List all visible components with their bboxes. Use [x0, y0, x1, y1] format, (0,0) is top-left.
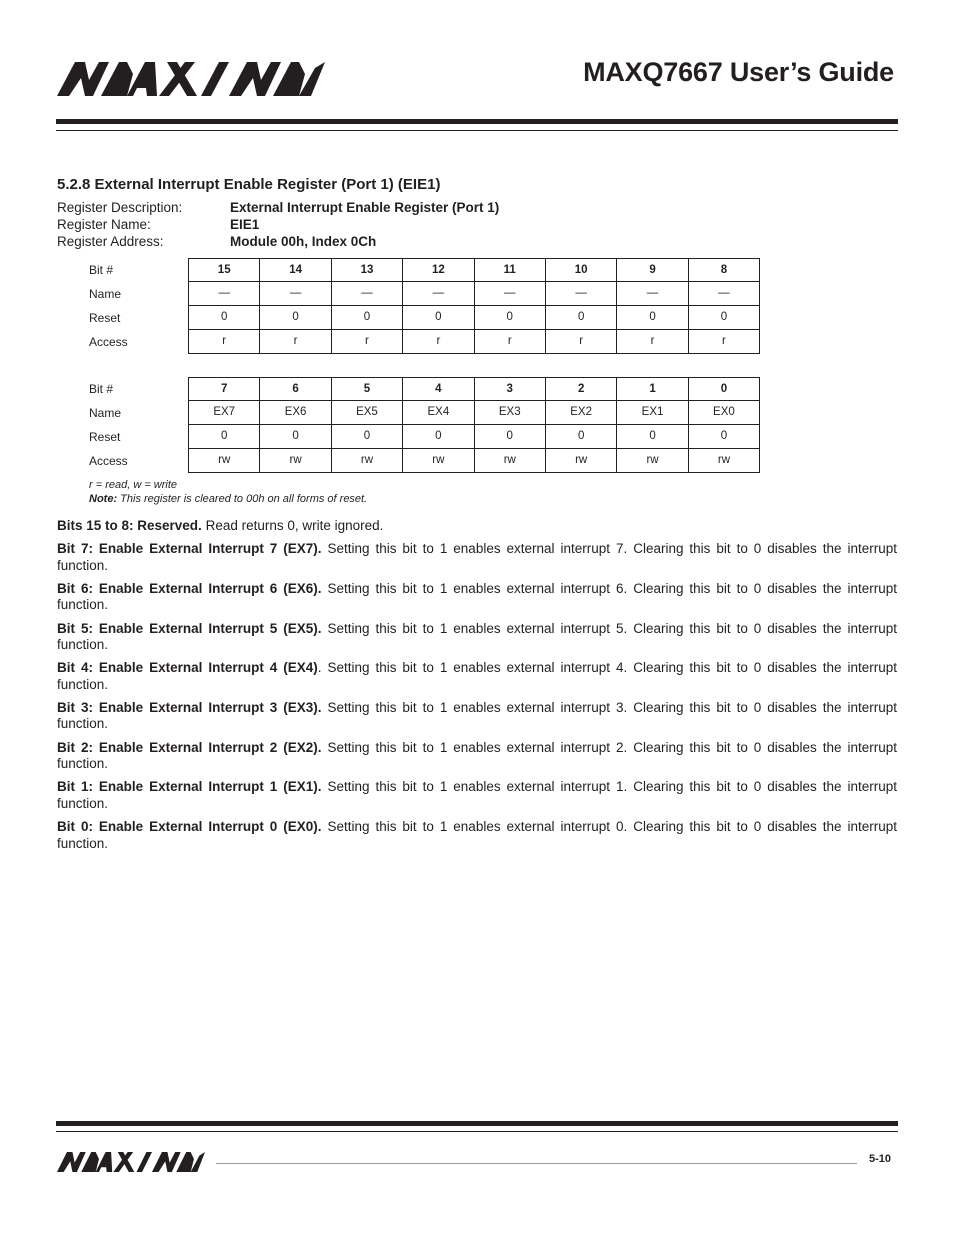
meta-value: Module 00h, Index 0Ch [230, 234, 377, 249]
bit-description-text: Read returns 0, write ignored. [201, 518, 384, 533]
row-label: Bit # [89, 263, 114, 277]
register-row-reset [89, 425, 760, 449]
register-cell: EX5 [332, 401, 403, 425]
register-cell: 2 [546, 378, 617, 401]
bit-description-lead: Bit 4: Enable External Interrupt 4 (EX4) [57, 660, 318, 676]
row-label: Name [89, 287, 122, 301]
register-cell: 5 [332, 378, 403, 401]
bit-description [57, 541, 897, 574]
register-table-high [89, 258, 760, 354]
bit-description [57, 740, 897, 773]
register-cell: — [475, 282, 546, 306]
bit-descriptions [57, 518, 897, 859]
meta-address-row [57, 233, 499, 250]
register-cell: EX6 [260, 401, 331, 425]
bit-description [57, 581, 897, 614]
register-cell: 13 [332, 259, 403, 282]
register-cell: — [332, 282, 403, 306]
register-cell: r [403, 330, 474, 354]
register-cell: EX3 [475, 401, 546, 425]
register-cell: 0 [332, 425, 403, 449]
bit-description-text: Setting this bit to 1 enables external interrupt 5. Clearing this bit to 0 disables the interrupt function. [57, 620, 897, 653]
register-cell: r [689, 330, 760, 354]
register-cell: 4 [403, 378, 474, 401]
register-row-access [89, 449, 760, 473]
register-cell: 0 [475, 425, 546, 449]
register-cell: rw [260, 449, 331, 473]
register-cell: rw [475, 449, 546, 473]
register-cell: r [546, 330, 617, 354]
meta-value: EIE1 [230, 217, 260, 232]
register-cell: 0 [546, 306, 617, 330]
register-cell: rw [189, 449, 260, 473]
reset-note [89, 492, 367, 506]
note-label: Note: [89, 493, 118, 505]
bit-description-lead: Bit 3: Enable External Interrupt 3 (EX3). [57, 699, 322, 715]
register-row-reset [89, 306, 760, 330]
meta-label: Register Name: [57, 217, 151, 232]
register-cell: rw [332, 449, 403, 473]
register-cell: 0 [189, 425, 260, 449]
meta-label: Register Address: [57, 234, 164, 249]
bit-description-text: Setting this bit to 1 enables external interrupt 7. Clearing this bit to 0 disables the interrupt function. [57, 541, 897, 573]
note-text: This register is cleared to 00h on all forms of reset. [117, 493, 368, 505]
bit-description-lead: Bit 6: Enable External Interrupt 6 (EX6). [57, 580, 322, 596]
register-cell: 8 [689, 259, 760, 282]
register-cell: 0 [189, 306, 260, 330]
bit-description-text: Setting this bit to 1 enables external interrupt 2. Clearing this bit to 0 disables the interrupt function. [57, 739, 897, 772]
meta-value: External Interrupt Enable Register (Port 1) [230, 200, 500, 215]
register-cell: — [617, 282, 688, 306]
bit-description-text: . Setting this bit to 1 enables external interrupt 4. Clearing this bit to 0 disables the interrupt function. [57, 660, 897, 692]
row-label: Access [89, 335, 128, 349]
bit-description-text: Setting this bit to 1 enables external interrupt 0. Clearing this bit to 0 disables the interrupt function. [57, 819, 897, 851]
register-cell: EX1 [617, 401, 688, 425]
register-cell: 15 [189, 259, 260, 282]
register-cell: — [260, 282, 331, 306]
register-cell: EX2 [546, 401, 617, 425]
bit-description [57, 660, 897, 693]
register-cell: — [689, 282, 760, 306]
bit-description [57, 518, 897, 535]
register-cell: 7 [189, 378, 260, 401]
meta-label: Register Description: [57, 200, 183, 215]
row-label: Bit # [89, 382, 114, 396]
register-cell: 3 [475, 378, 546, 401]
bit-description-lead: Bit 1: Enable External Interrupt 1 (EX1). [57, 779, 322, 795]
access-legend: r = read, w = write [89, 479, 178, 491]
footer-rule-thick [56, 1121, 898, 1126]
register-cell: 9 [617, 259, 688, 282]
register-cell: 0 [403, 306, 474, 330]
register-cell: EX7 [189, 401, 260, 425]
header-rule-thin [56, 130, 898, 131]
register-cell: 0 [546, 425, 617, 449]
register-row-bit [89, 258, 760, 282]
bit-description-text: Setting this bit to 1 enables external interrupt 1. Clearing this bit to 0 disables the interrupt function. [57, 779, 897, 811]
bit-description [57, 621, 897, 654]
register-cell: 0 [617, 425, 688, 449]
register-cell: EX0 [689, 401, 760, 425]
register-cell: 0 [403, 425, 474, 449]
register-cell: r [617, 330, 688, 354]
maxim-logo-footer [57, 1152, 205, 1172]
register-cell: 0 [689, 306, 760, 330]
document-title: MAXQ7667 User’s Guide [583, 57, 894, 87]
register-cell: 11 [475, 259, 546, 282]
bit-description-text: Setting this bit to 1 enables external interrupt 6. Clearing this bit to 0 disables the interrupt function. [57, 580, 897, 613]
bit-description-lead: Bit 2: Enable External Interrupt 2 (EX2). [57, 739, 322, 755]
maxim-logo [57, 62, 325, 96]
bit-description-lead: Bit 5: Enable External Interrupt 5 (EX5). [57, 620, 322, 636]
register-cell: 0 [617, 306, 688, 330]
bit-description [57, 779, 897, 812]
register-row-name [89, 282, 760, 306]
register-row-bit [89, 377, 760, 401]
register-cell: 0 [689, 378, 760, 401]
register-cell: — [403, 282, 474, 306]
register-cell: 0 [260, 425, 331, 449]
register-cell: r [260, 330, 331, 354]
register-row-access [89, 330, 760, 354]
register-cell: 0 [332, 306, 403, 330]
row-label: Name [89, 406, 122, 420]
row-label: Access [89, 454, 128, 468]
bit-description-lead: Bit 7: Enable External Interrupt 7 (EX7). [57, 541, 322, 557]
register-row-name [89, 401, 760, 425]
register-meta [57, 199, 499, 250]
meta-name-row [57, 216, 499, 233]
bit-description-lead: Bits 15 to 8: Reserved. [57, 518, 202, 533]
header-rule-thick [56, 119, 898, 124]
register-cell: 0 [475, 306, 546, 330]
register-cell: — [189, 282, 260, 306]
register-cell: 6 [260, 378, 331, 401]
register-cell: EX4 [403, 401, 474, 425]
footer-divider [216, 1163, 857, 1164]
register-table-low [89, 377, 760, 473]
register-cell: rw [546, 449, 617, 473]
bit-description [57, 819, 897, 852]
register-cell: 0 [689, 425, 760, 449]
row-label: Reset [89, 430, 121, 444]
register-cell: rw [689, 449, 760, 473]
bit-description [57, 700, 897, 733]
register-cell: 1 [617, 378, 688, 401]
register-cell: rw [617, 449, 688, 473]
meta-description-row [57, 199, 499, 216]
bit-description-lead: Bit 0: Enable External Interrupt 0 (EX0). [57, 819, 322, 834]
footer-rule-thin [56, 1131, 898, 1132]
register-cell: r [332, 330, 403, 354]
register-cell: r [189, 330, 260, 354]
section-heading: 5.2.8 External Interrupt Enable Register (Port 1) (EIE1) [57, 176, 441, 193]
register-cell: 0 [260, 306, 331, 330]
register-cell: rw [403, 449, 474, 473]
table-footnotes [89, 478, 367, 506]
register-cell: 10 [546, 259, 617, 282]
row-label: Reset [89, 311, 121, 325]
register-cell: — [546, 282, 617, 306]
bit-description-text: Setting this bit to 1 enables external interrupt 3. Clearing this bit to 0 disables the interrupt function. [57, 699, 897, 732]
page-number: 5-10 [869, 1153, 892, 1165]
register-cell: 14 [260, 259, 331, 282]
register-cell: 12 [403, 259, 474, 282]
register-cell: r [475, 330, 546, 354]
